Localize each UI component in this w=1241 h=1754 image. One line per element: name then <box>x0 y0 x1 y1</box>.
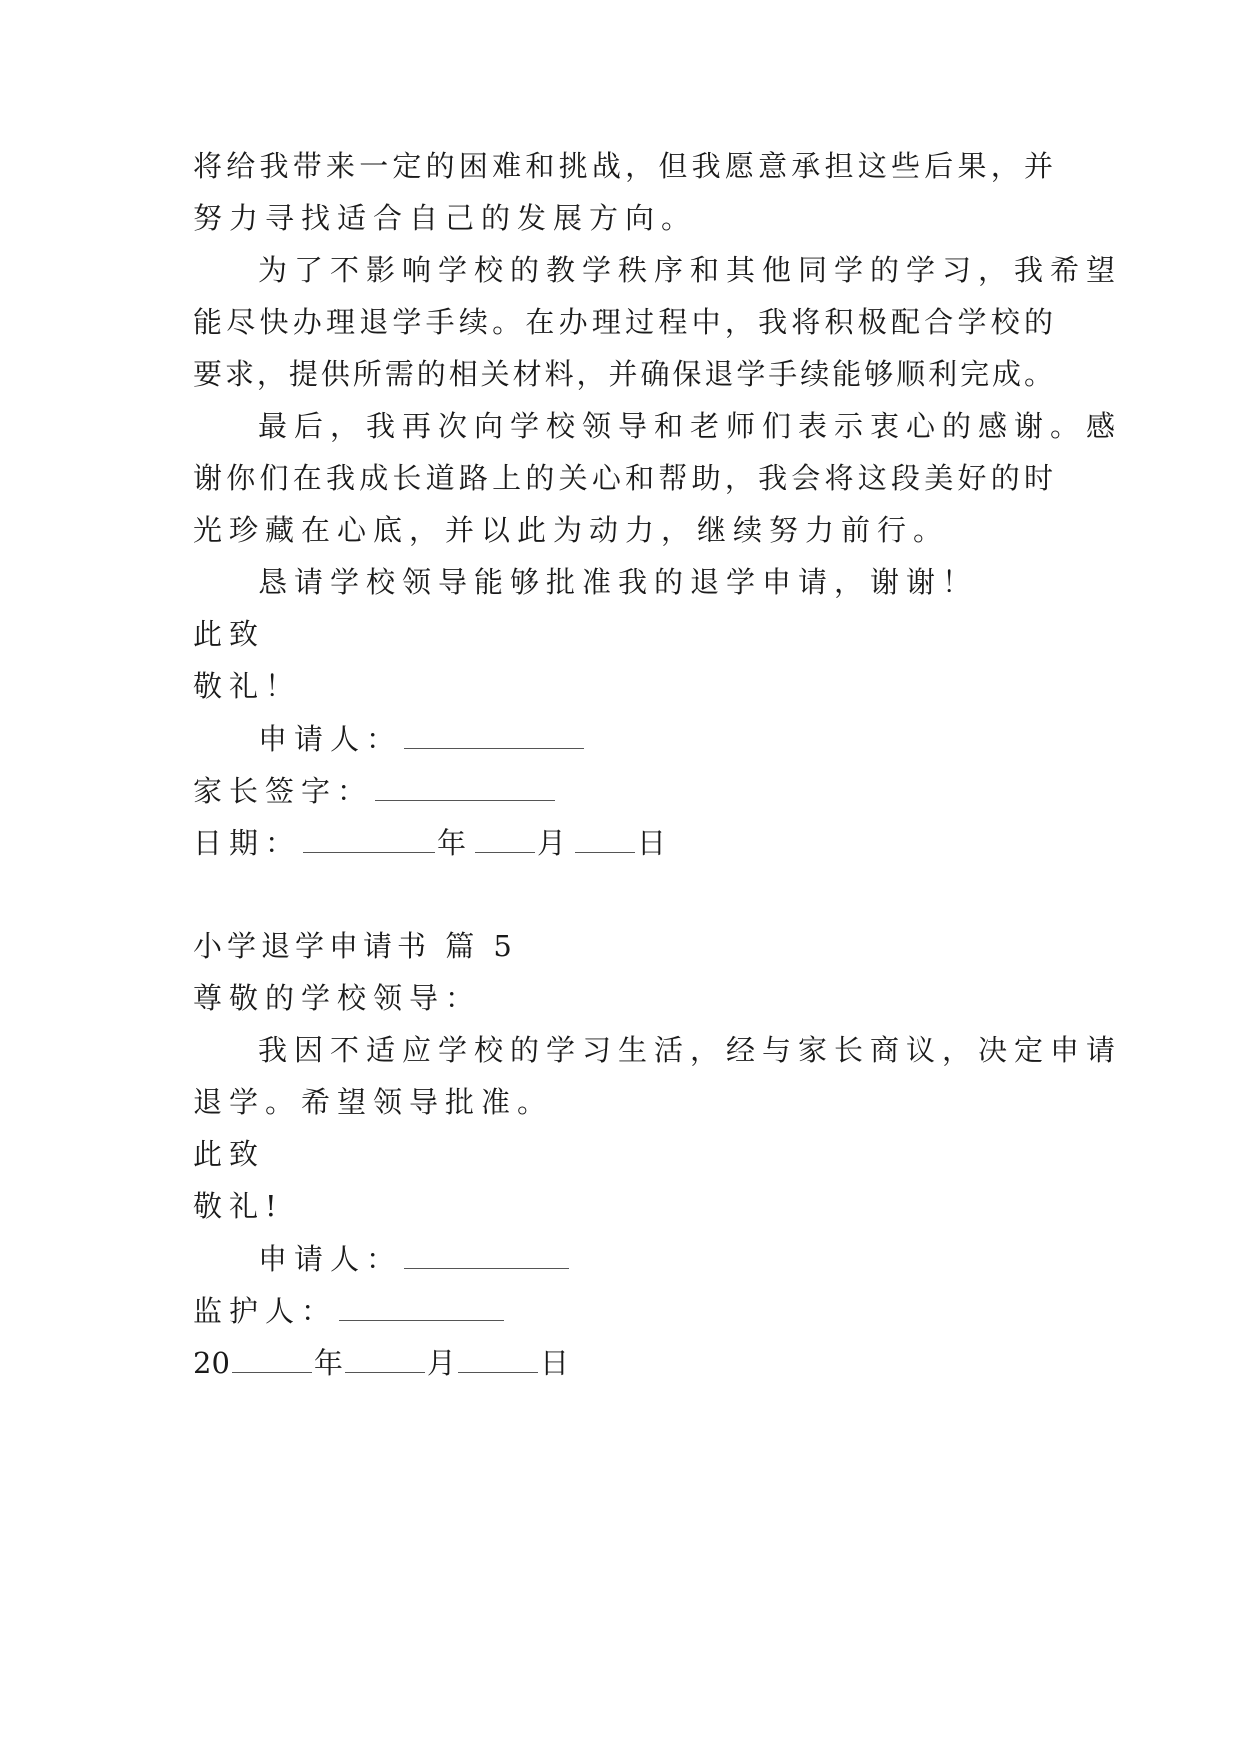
text-line: 努力寻找适合自己的发展方向。 <box>193 201 698 235</box>
parent-label: 家长签字： <box>193 774 374 808</box>
day-label: 日 <box>539 1346 569 1380</box>
year-label: 年 <box>313 1346 343 1380</box>
guardian-label: 监护人： <box>193 1294 338 1328</box>
salutation: 尊敬的学校领导： <box>193 981 482 1015</box>
text-line: 要求，提供所需的相关材料，并确保退学手续能够顺利完成。 <box>193 357 1053 391</box>
parent-signature-line <box>193 770 557 811</box>
month-blank <box>345 1342 425 1373</box>
parent-blank <box>375 770 555 801</box>
guardian-blank <box>339 1290 504 1321</box>
paragraph-first-line: 我因不适应学校的学习生活，经与家长商议，决定申请 <box>258 1033 1123 1067</box>
paragraph-first-line: 为了不影响学校的教学秩序和其他同学的学习，我希望 <box>258 253 1123 287</box>
closing-line: 此致 <box>193 617 266 651</box>
day-blank <box>458 1342 538 1373</box>
closing-line: 此致 <box>193 1137 266 1171</box>
guardian-signature-line <box>193 1290 506 1331</box>
text-line: 退学。希望领导批准。 <box>193 1085 554 1119</box>
day-label: 日 <box>637 826 674 860</box>
date-label: 日期： <box>193 826 302 860</box>
date-prefix: 20 <box>193 1346 230 1380</box>
text-line: 将给我带来一定的困难和挑战，但我愿意承担这些后果，并 <box>193 149 1053 183</box>
closing-line: 敬礼! <box>193 1189 284 1223</box>
text-line: 谢你们在我成长道路上的关心和帮助，我会将这段美好的时 <box>193 461 1053 495</box>
applicant-label: 申请人： <box>258 1242 403 1276</box>
applicant-signature-line <box>258 718 586 759</box>
day-blank <box>575 822 635 853</box>
year-blank <box>303 822 435 853</box>
month-label: 月 <box>537 826 574 860</box>
applicant-label: 申请人： <box>258 722 403 756</box>
paragraph-first-line: 恳请学校领导能够批准我的退学申请，谢谢！ <box>258 565 979 599</box>
year-label: 年 <box>437 826 474 860</box>
applicant-blank <box>404 718 584 749</box>
date-line <box>193 822 673 863</box>
text-line: 光珍藏在心底，并以此为动力，继续努力前行。 <box>193 513 950 547</box>
paragraph-first-line: 最后，我再次向学校领导和老师们表示衷心的感谢。感 <box>258 409 1123 443</box>
text-line: 能尽快办理退学手续。在办理过程中，我将积极配合学校的 <box>193 305 1053 339</box>
section-title: 小学退学申请书 篇 5 <box>193 929 517 963</box>
month-blank <box>475 822 535 853</box>
month-label: 月 <box>426 1346 456 1380</box>
applicant-blank <box>404 1238 569 1269</box>
applicant-signature-line <box>258 1238 571 1279</box>
date-line <box>193 1342 569 1383</box>
closing-line: 敬礼！ <box>193 669 302 703</box>
year-blank <box>232 1342 312 1373</box>
